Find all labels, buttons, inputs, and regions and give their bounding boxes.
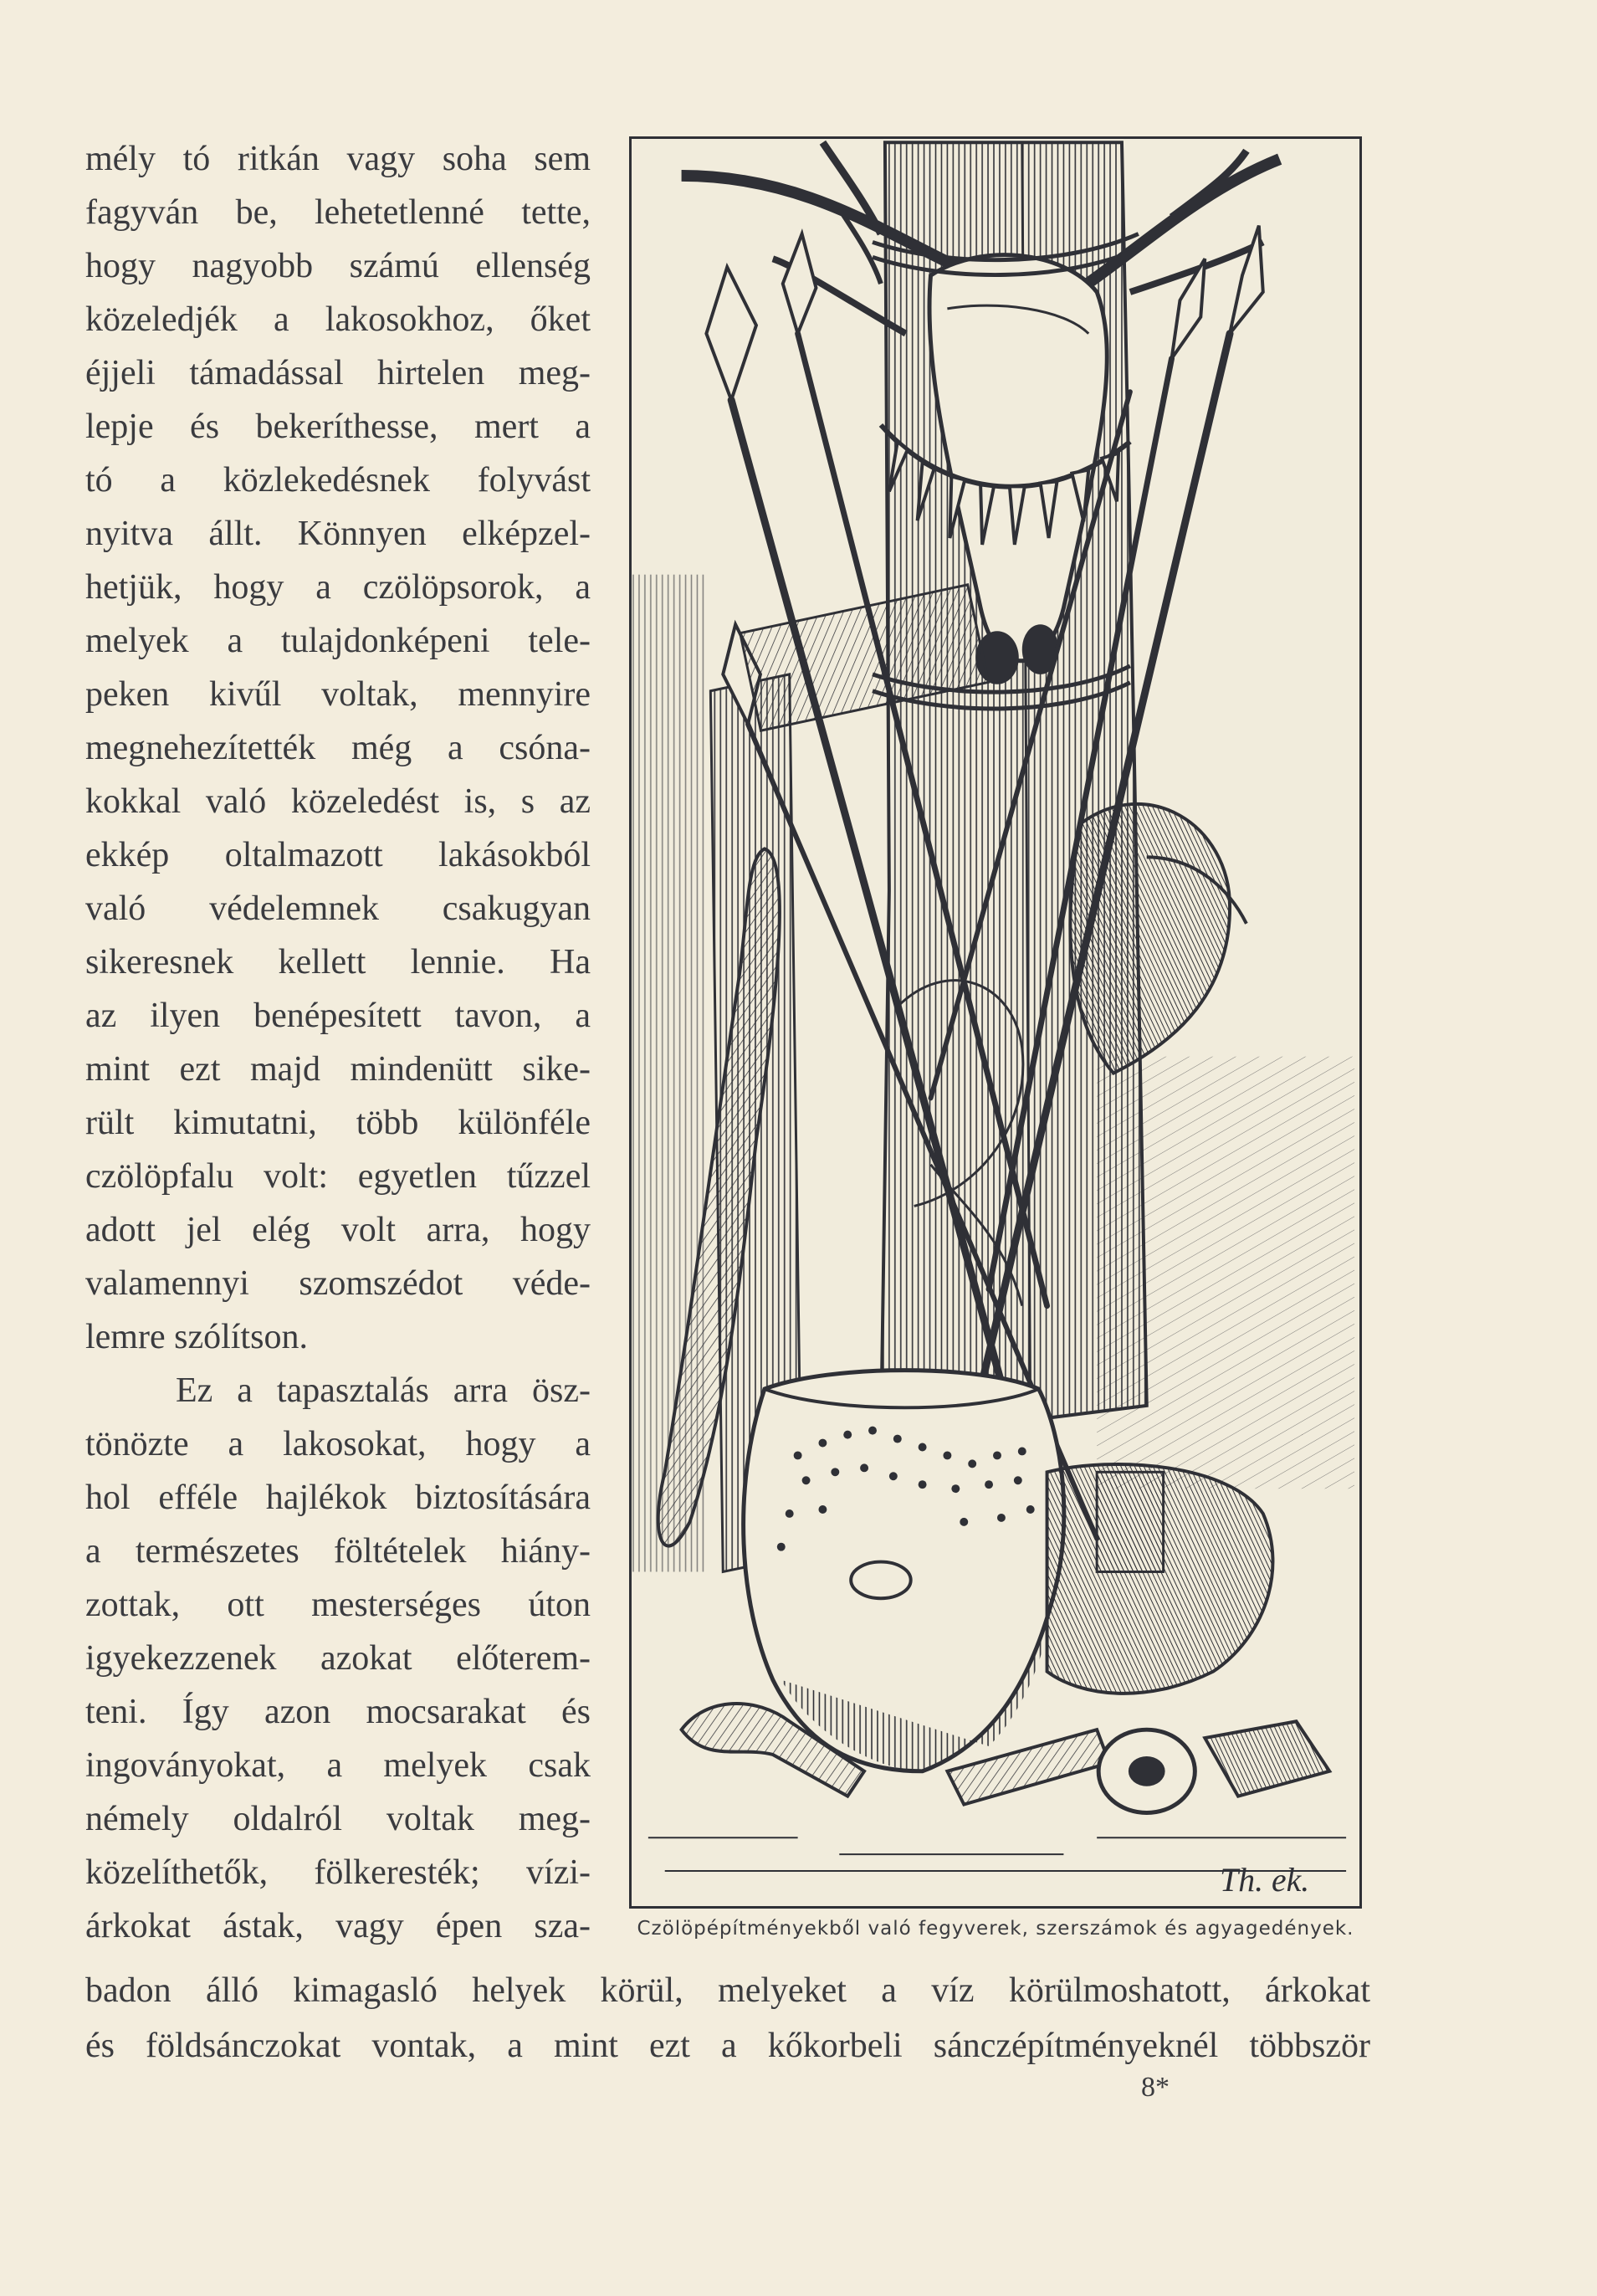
- text-line: teni. Így azon mocsarakat és: [85, 1693, 591, 1731]
- text-line: badon álló kimagasló helyek körül, melyeket a víz körülmoshatott, árkokat: [85, 1971, 1370, 2010]
- text-line: a természetes föltételek hiány-: [85, 1532, 591, 1571]
- text-line: Ez a tapasztalás arra ösz-: [176, 1371, 591, 1410]
- text-line: ekkép oltalmazott lakásokból: [85, 836, 591, 874]
- text-line: közeledjék a lakosokhoz, őket: [85, 300, 591, 339]
- text-line: mély tó ritkán vagy soha sem: [85, 140, 591, 178]
- text-line: hetjük, hogy a czölöpsorok, a: [85, 568, 591, 607]
- text-line: lemre szólítson.: [85, 1318, 308, 1356]
- text-line: az ilyen benépesített tavon, a: [85, 997, 591, 1035]
- body-text-full-width: [85, 1963, 1370, 2073]
- text-line: némely oldalról voltak meg-: [85, 1800, 591, 1838]
- text-line: és földsánczokat vontak, a mint ezt a kőkorbeli sánczépítményeknél többször: [85, 2027, 1370, 2065]
- text-line: fagyván be, lehetetlenné tette,: [85, 193, 591, 232]
- figure-caption: Czölöpépítményekből való fegyverek, szerszámok és agyagedények.: [637, 1918, 1354, 1940]
- text-line: peken kivűl voltak, mennyire: [85, 675, 591, 714]
- engraver-signature: Th. ek.: [1220, 1861, 1310, 1899]
- text-line: adott jel elég volt arra, hogy: [85, 1211, 591, 1249]
- text-line: megnehezítették még a csóna-: [85, 729, 591, 767]
- text-line: való védelemnek csakugyan: [85, 889, 591, 928]
- text-line: közelíthetők, fölkeresték; vízi-: [85, 1853, 591, 1892]
- text-line: kokkal való közeledést is, s az: [85, 782, 591, 821]
- text-line: éjjeli támadással hirtelen meg-: [85, 354, 591, 392]
- text-line: lepje és bekeríthesse, mert a: [85, 407, 591, 446]
- text-line: rült kimutatni, több különféle: [85, 1104, 591, 1142]
- text-line: hol efféle hajlékok biztosítására: [85, 1479, 591, 1517]
- text-line: czölöpfalu volt: egyetlen tűzzel: [85, 1157, 591, 1196]
- text-line: nyitva állt. Könnyen elképzel-: [85, 515, 591, 553]
- text-line: sikeresnek kellett lennie. Ha: [85, 943, 591, 981]
- text-line: hogy nagyobb számú ellenség: [85, 247, 591, 285]
- text-line: zottak, ott mesterséges úton: [85, 1586, 591, 1624]
- text-line: mint ezt majd mindenütt sike-: [85, 1050, 591, 1089]
- page-number: 8*: [1141, 2072, 1170, 2103]
- body-text-column: [85, 132, 591, 1953]
- text-line: tó a közlekedésnek folyvást: [85, 461, 591, 500]
- text-line: valamennyi szomszédot véde-: [85, 1264, 591, 1303]
- engraving-illustration: [629, 136, 1362, 1909]
- engraving-artwork: [632, 139, 1359, 1906]
- text-line: tönözte a lakosokat, hogy a: [85, 1425, 591, 1463]
- text-line: igyekezzenek azokat előterem-: [85, 1639, 591, 1678]
- text-line: árkokat ástak, vagy épen sza-: [85, 1907, 591, 1945]
- text-line: melyek a tulajdonképeni tele-: [85, 622, 591, 660]
- text-line: ingoványokat, a melyek csak: [85, 1746, 591, 1785]
